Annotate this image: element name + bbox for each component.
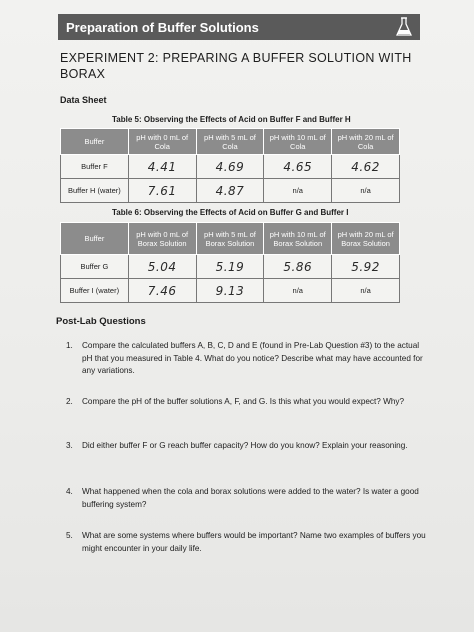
row-label: Buffer I (water) — [61, 279, 129, 303]
table-row — [61, 279, 400, 303]
question-number: 4. — [66, 487, 73, 496]
table-cell: 9.13 — [196, 279, 264, 303]
question-text: Did either buffer F or G reach buffer capacity? How do you know? Explain your reasoning. — [82, 441, 408, 450]
postlab-question — [66, 486, 426, 511]
question-text: Compare the calculated buffers A, B, C, D and E (found in Pre-Lab Question #3) to the actual pH that you measured in Table 4. What do you notice? Describe what may have accounted for any variations. — [82, 341, 423, 375]
question-text: Compare the pH of the buffer solutions A, F, and G. Is this what you would expect? Why? — [82, 397, 405, 406]
table5-header: Buffer — [61, 129, 129, 155]
page-title: Preparation of Buffer Solutions — [66, 19, 259, 35]
question-number: 1. — [66, 341, 73, 350]
table-cell: 4.69 — [196, 155, 264, 179]
experiment-title: EXPERIMENT 2: PREPARING A BUFFER SOLUTION WITH BORAX — [60, 51, 412, 81]
table5-header: pH with 0 mL of Cola — [128, 129, 196, 155]
table-cell: n/a — [264, 179, 332, 203]
table6-header: pH with 10 mL of Borax Solution — [264, 223, 332, 255]
table-cell: 4.65 — [264, 155, 332, 179]
table6-caption: Table 6: Observing the Effects of Acid on Buffer G and Buffer I — [112, 208, 349, 217]
table5-caption: Table 5: Observing the Effects of Acid on Buffer F and Buffer H — [112, 115, 351, 124]
table-cell: 5.86 — [264, 255, 332, 279]
table-cell: 5.04 — [128, 255, 196, 279]
data-sheet-label: Data Sheet — [60, 95, 107, 105]
postlab-question — [66, 340, 426, 378]
question-number: 3. — [66, 441, 73, 450]
row-label: Buffer G — [61, 255, 129, 279]
header-banner — [58, 14, 420, 40]
table5-header: pH with 10 mL of Cola — [264, 129, 332, 155]
table-cell: 5.19 — [196, 255, 264, 279]
question-number: 2. — [66, 397, 73, 406]
table6-header: Buffer — [61, 223, 129, 255]
table-cell: 7.61 — [128, 179, 196, 203]
table6 — [60, 222, 400, 303]
table-row — [61, 155, 400, 179]
postlab-question — [66, 440, 426, 453]
table5 — [60, 128, 400, 203]
postlab-question — [66, 396, 426, 409]
table-cell: n/a — [264, 279, 332, 303]
table-cell: 4.62 — [332, 155, 400, 179]
table-row — [61, 179, 400, 203]
row-label: Buffer F — [61, 155, 129, 179]
question-text: What are some systems where buffers would be important? Name two examples of buffers you might encounter in your daily life. — [82, 531, 426, 553]
question-number: 5. — [66, 531, 73, 540]
table6-header: pH with 20 mL of Borax Solution — [332, 223, 400, 255]
row-label: Buffer H (water) — [61, 179, 129, 203]
table5-header: pH with 20 mL of Cola — [332, 129, 400, 155]
table6-header: pH with 0 mL of Borax Solution — [128, 223, 196, 255]
table5-header: pH with 5 mL of Cola — [196, 129, 264, 155]
postlab-question — [66, 530, 426, 555]
flask-icon — [396, 17, 412, 37]
table6-header: pH with 5 mL of Borax Solution — [196, 223, 264, 255]
table-cell: n/a — [332, 279, 400, 303]
postlab-title: Post-Lab Questions — [56, 316, 146, 327]
question-text: What happened when the cola and borax solutions were added to the water? Is water a good buffering system? — [82, 487, 419, 509]
table-cell: n/a — [332, 179, 400, 203]
table-cell: 7.46 — [128, 279, 196, 303]
table-cell: 4.41 — [128, 155, 196, 179]
table-cell: 4.87 — [196, 179, 264, 203]
table-row — [61, 255, 400, 279]
table-cell: 5.92 — [332, 255, 400, 279]
